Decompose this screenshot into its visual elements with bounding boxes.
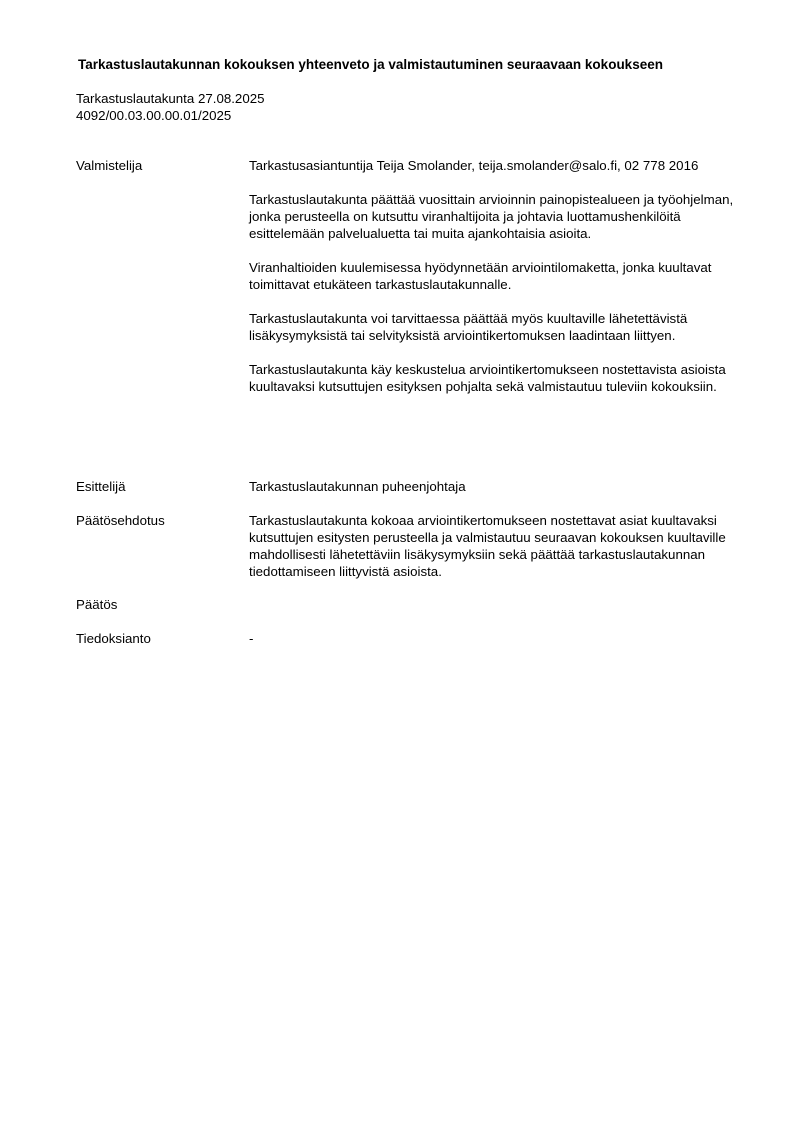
section-label: Esittelijä bbox=[76, 479, 126, 494]
document-meta bbox=[76, 90, 476, 124]
paragraph: Tarkastuslautakunta voi tarvittaessa päättää myös kuultaville lähetettävistä lisäkysymyksistä tai selvityksistä arviointikertomuksen laadintaan liittyen. bbox=[249, 311, 688, 343]
section-content bbox=[249, 157, 739, 395]
document-title: Tarkastuslautakunnan kokouksen yhteenveto ja valmistautuminen seuraavaan kokoukseen bbox=[78, 57, 663, 72]
paragraph: Viranhaltioiden kuulemisessa hyödynnetään arviointilomaketta, jonka kuultavat toimittavat etukäteen tarkastuslautakunnalle. bbox=[249, 260, 712, 292]
record-number: 4092/00.03.00.00.01/2025 bbox=[76, 108, 232, 123]
section-content: Tarkastuslautakunta kokoaa arviointikertomukseen nostettavat asiat kuultavaksi kutsuttujen esitysten perusteella ja valmistautuu seuraavan kokouksen kuultaville mahdollisesti lähetettäviin lisäkysymyksiin sekä päättää tarkastuslautakunnan tiedottamiseen liittyvistä asioista. bbox=[249, 513, 726, 579]
meeting-name: Tarkastuslautakunta 27.08.2025 bbox=[76, 91, 265, 106]
section-label: Päätös bbox=[76, 597, 118, 612]
section-content: Tarkastuslautakunnan puheenjohtaja bbox=[249, 479, 466, 494]
paragraph: Tarkastuslautakunta päättää vuosittain arvioinnin painopistealueen ja työohjelman, jonka perusteella on kutsuttu viranhaltijoita ja johtavia luottamushenkilöitä esittelemään palvelualuetta tai muita ajankohtaisia asioita. bbox=[249, 192, 734, 241]
section-label: Valmistelija bbox=[76, 158, 143, 173]
paragraph: Tarkastuslautakunta käy keskustelua arviointikertomukseen nostettavista asioista kuultavaksi kutsuttujen esityksen pohjalta sekä valmistautuu tuleviin kokouksiin. bbox=[249, 362, 726, 394]
section-label: Päätösehdotus bbox=[76, 513, 165, 528]
preparer-contact: Tarkastusasiantuntija Teija Smolander, teija.smolander@salo.fi, 02 778 2016 bbox=[249, 158, 699, 173]
section-label: Tiedoksianto bbox=[76, 631, 151, 646]
section-content: - bbox=[249, 631, 254, 646]
